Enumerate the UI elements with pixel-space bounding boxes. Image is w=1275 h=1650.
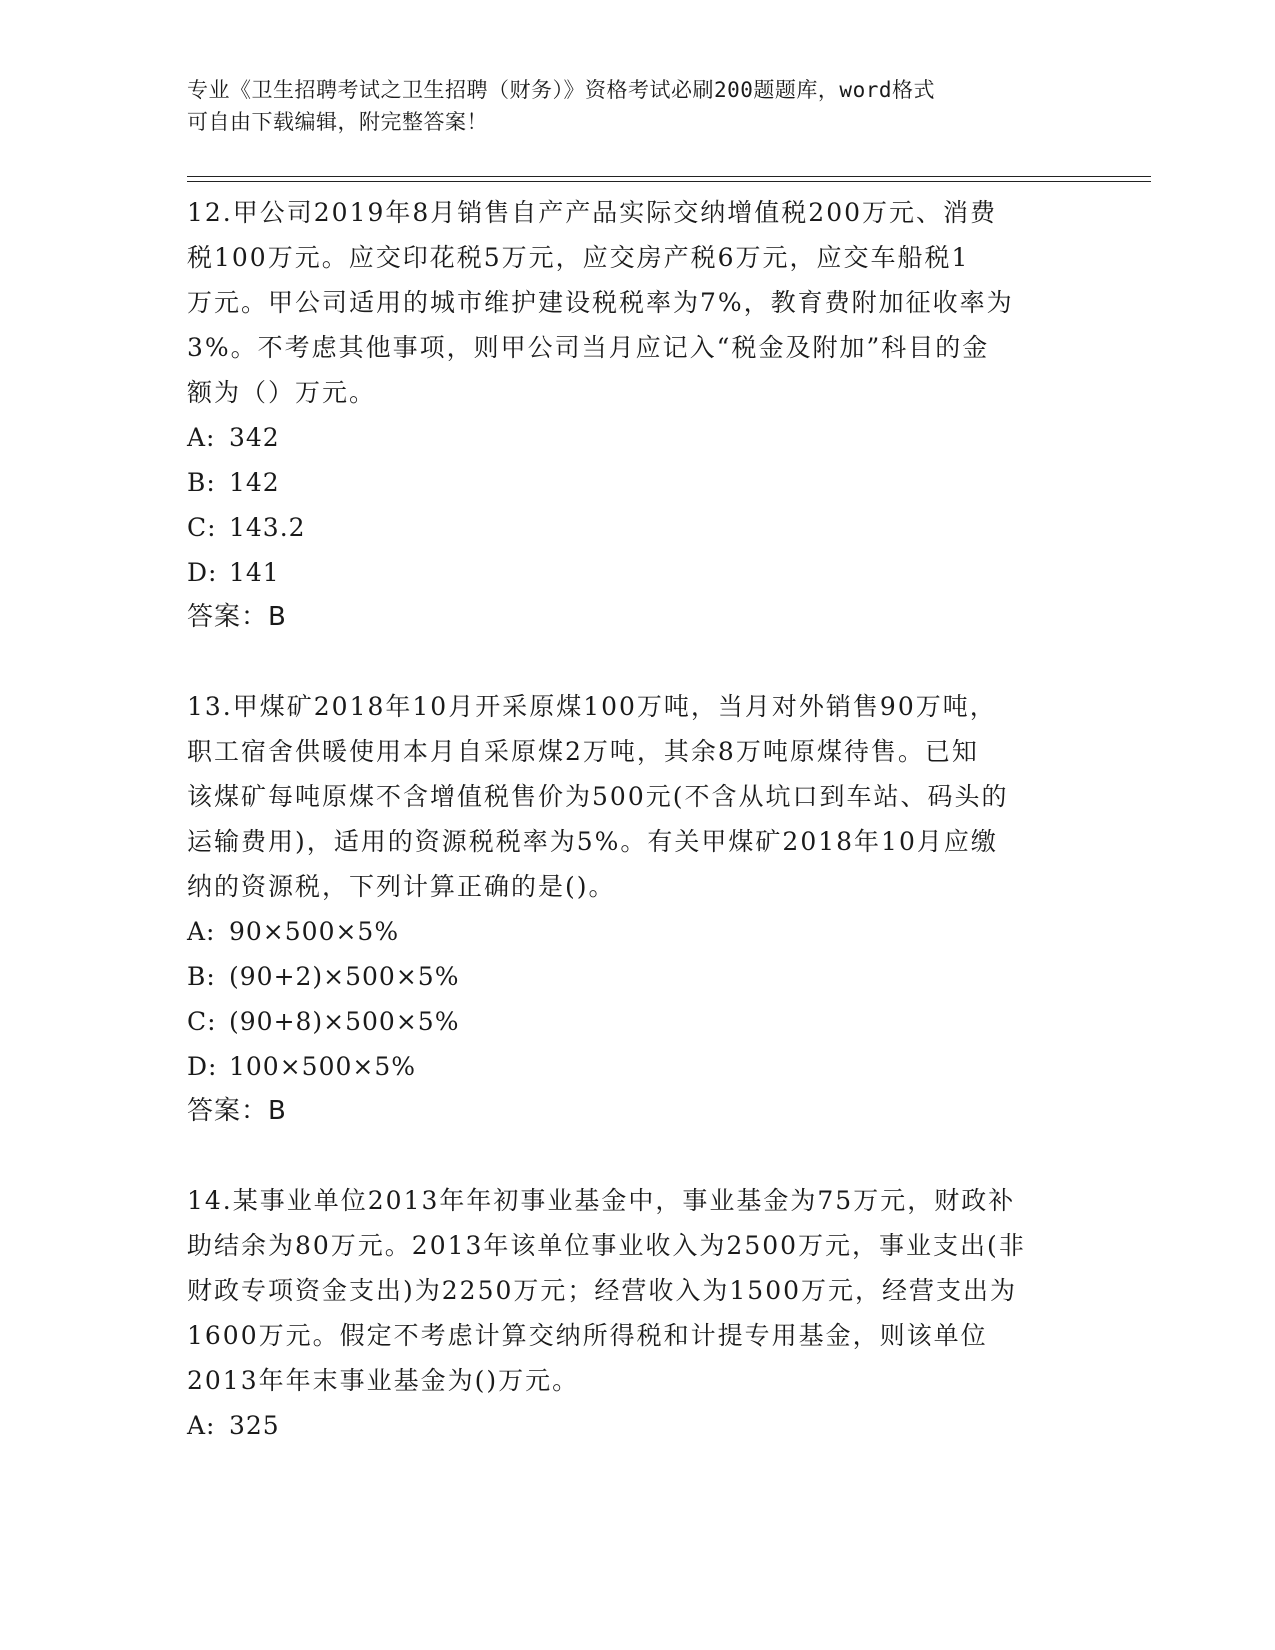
- option-key: B:: [187, 468, 216, 497]
- header-line-1: 专业《卫生招聘考试之卫生招聘（财务）》资格考试必刷200题题库，word格式: [187, 78, 935, 102]
- option-b: [187, 954, 1087, 999]
- document-header: [187, 74, 1067, 138]
- option-key: B:: [187, 962, 216, 991]
- option-key: C:: [187, 513, 217, 542]
- question-12: [187, 190, 1087, 640]
- question-spacer: [187, 1134, 1087, 1178]
- question-14: [187, 1178, 1087, 1448]
- option-key: C:: [187, 1007, 217, 1036]
- option-c: [187, 999, 1087, 1044]
- option-text: 143.2: [229, 513, 306, 542]
- answer-line: 答案：B: [187, 602, 287, 632]
- option-key: D:: [187, 1052, 218, 1081]
- question-text-line: 该煤矿每吨原煤不含增值税售价为500元(不含从坑口到车站、码头的: [187, 782, 1009, 811]
- question-text-line: 运输费用)，适用的资源税税率为5%。有关甲煤矿2018年10月应缴: [187, 827, 998, 856]
- header-line-2: 可自由下载编辑，附完整答案！: [187, 110, 488, 134]
- option-key: A:: [187, 423, 216, 452]
- question-text-line: 12.甲公司2019年8月销售自产产品实际交纳增值税200万元、消费: [187, 198, 998, 227]
- question-text-line: 1600万元。假定不考虑计算交纳所得税和计提专用基金，则该单位: [187, 1321, 988, 1350]
- header-divider-bottom: [187, 181, 1151, 182]
- header-divider-top: [187, 176, 1151, 177]
- option-a: [187, 1403, 1087, 1448]
- option-text: 141: [229, 558, 280, 587]
- question-text-line: 职工宿舍供暖使用本月自采原煤2万吨，其余8万吨原煤待售。已知: [187, 737, 979, 766]
- question-text-line: 额为（）万元。: [187, 378, 377, 407]
- question-list: [187, 190, 1087, 1448]
- option-text: 325: [229, 1411, 280, 1440]
- option-text: 100×500×5%: [229, 1052, 416, 1081]
- option-key: A:: [187, 1411, 216, 1440]
- question-13: [187, 684, 1087, 1134]
- option-d: [187, 1044, 1087, 1089]
- question-text-line: 3%。不考虑其他事项，则甲公司当月应记入“税金及附加”科目的金: [187, 333, 990, 362]
- question-text-line: 税100万元。应交印花税5万元，应交房产税6万元，应交车船税1: [187, 243, 970, 272]
- question-text-line: 13.甲煤矿2018年10月开采原煤100万吨，当月对外销售90万吨，: [187, 692, 997, 721]
- option-c: [187, 505, 1087, 550]
- question-text-line: 14.某事业单位2013年年初事业基金中，事业基金为75万元，财政补: [187, 1186, 1016, 1215]
- question-text-line: 2013年年末事业基金为()万元。: [187, 1366, 580, 1395]
- option-b: [187, 460, 1087, 505]
- option-key: A:: [187, 917, 216, 946]
- option-text: (90+8)×500×5%: [229, 1007, 460, 1036]
- question-text-line: 财政专项资金支出)为2250万元；经营收入为1500万元，经营支出为: [187, 1276, 1018, 1305]
- answer-line: 答案：B: [187, 1096, 287, 1126]
- option-text: (90+2)×500×5%: [229, 962, 460, 991]
- option-key: D:: [187, 558, 218, 587]
- option-text: 142: [229, 468, 280, 497]
- option-text: 90×500×5%: [229, 917, 400, 946]
- question-text-line: 纳的资源税，下列计算正确的是()。: [187, 872, 616, 901]
- question-text-line: 助结余为80万元。2013年该单位事业收入为2500万元，事业支出(非: [187, 1231, 1026, 1260]
- option-d: [187, 550, 1087, 595]
- option-text: 342: [229, 423, 280, 452]
- question-text-line: 万元。甲公司适用的城市维护建设税税率为7%，教育费附加征收率为: [187, 288, 1014, 317]
- option-a: [187, 909, 1087, 954]
- question-spacer: [187, 640, 1087, 684]
- option-a: [187, 415, 1087, 460]
